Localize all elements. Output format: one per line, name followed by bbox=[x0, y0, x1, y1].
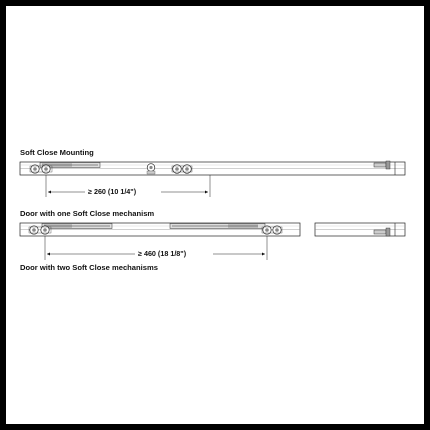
soft-close-mounting-title: Soft Close Mounting bbox=[20, 148, 94, 157]
two-mechanisms-caption: Door with two Soft Close mechanisms bbox=[20, 263, 158, 272]
rail-two-mechanisms bbox=[20, 223, 405, 260]
rail-one-mechanism bbox=[20, 161, 405, 197]
dimension-label-460: ≥ 460 (18 1/8") bbox=[138, 249, 187, 258]
dimension-label-260: ≥ 260 (10 1/4") bbox=[88, 187, 137, 196]
one-mechanism-caption: Door with one Soft Close mechanism bbox=[20, 209, 155, 218]
